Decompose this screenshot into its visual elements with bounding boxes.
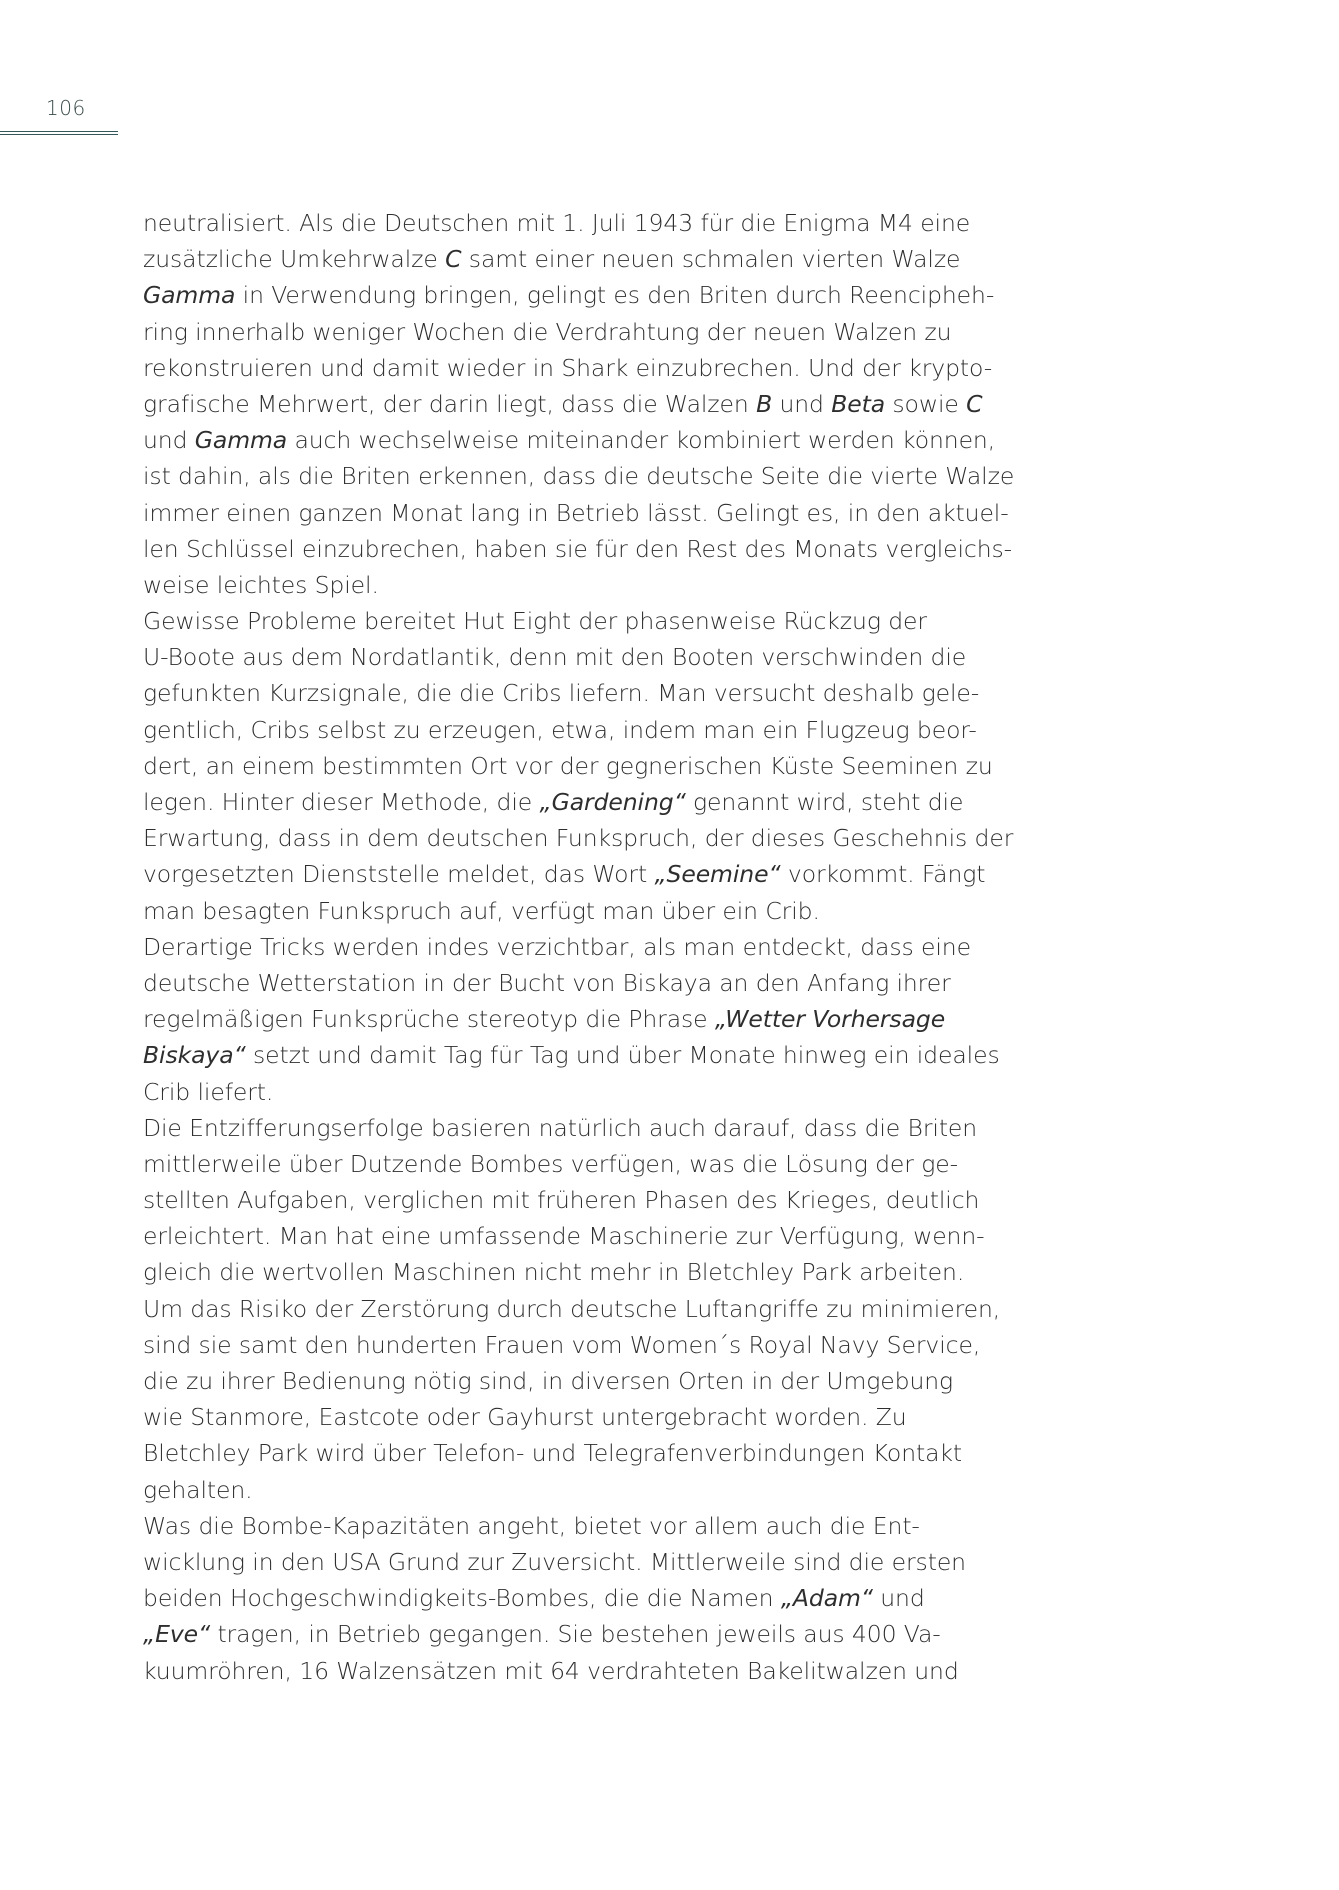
body-text — [143, 205, 1043, 1689]
text-segment: B — [756, 389, 773, 418]
text-line — [143, 965, 1043, 1001]
text-line — [143, 567, 1043, 603]
text-segment: die zu ihrer Bedienung nötig sind, in diversen Orten in der Umgebung — [143, 1367, 954, 1395]
text-segment: mittlerweile über Dutzende Bombes verfügen, was die Lösung der ge- — [143, 1149, 958, 1178]
text-line — [143, 1508, 1043, 1544]
text-line — [143, 314, 1043, 350]
text-line — [143, 531, 1043, 567]
text-line — [143, 241, 1043, 277]
text-line — [143, 784, 1043, 820]
text-line — [143, 639, 1043, 675]
text-line — [143, 1037, 1043, 1073]
text-line — [143, 1254, 1043, 1290]
text-line — [143, 1363, 1043, 1399]
text-segment: ist dahin, als die Briten erkennen, dass die deutsche Seite die vierte Walze — [143, 462, 1015, 491]
text-segment: „Eve“ — [143, 1620, 211, 1649]
header-rule-top — [0, 131, 118, 132]
text-line — [143, 748, 1043, 784]
text-segment: setzt und damit Tag für Tag und über Monate hinweg ein ideales — [245, 1041, 1000, 1070]
text-segment: Was die Bombe-Kapazitäten angeht, bietet vor allem auch die Ent- — [143, 1511, 920, 1540]
text-segment: len Schlüssel einzubrechen, haben sie für den Rest des Monats vergleichs- — [143, 534, 1013, 563]
text-line — [143, 675, 1043, 711]
text-line — [143, 458, 1043, 494]
text-line — [143, 1399, 1043, 1435]
text-segment: weise leichtes Spiel. — [143, 570, 379, 599]
text-line — [143, 820, 1043, 856]
text-line — [143, 1110, 1043, 1146]
text-segment: „Seemine“ — [654, 860, 781, 889]
text-segment: vorgesetzten Dienststelle meldet, das Wort — [143, 860, 655, 889]
text-segment: legen. Hinter dieser Methode, die — [143, 788, 540, 816]
text-segment: Die Entzifferungserfolge basieren natürlich auch darauf, dass die Briten — [143, 1113, 978, 1142]
text-line — [143, 1291, 1043, 1327]
text-segment: und — [143, 426, 195, 455]
text-segment: „Adam“ — [780, 1584, 873, 1613]
text-segment: Beta — [831, 389, 886, 418]
header-rule-bottom — [0, 134, 118, 135]
text-line — [143, 1544, 1043, 1580]
text-segment: wie Stanmore, Eastcote oder Gayhurst untergebracht worden. Zu — [143, 1403, 907, 1432]
text-segment: U-Boote aus dem Nordatlantik, denn mit den Booten verschwinden die — [143, 643, 967, 672]
text-segment: auch wechselweise miteinander kombiniert werden können, — [287, 426, 996, 455]
text-segment: Erwartung, dass in dem deutschen Funkspruch, der dieses Geschehnis der — [143, 824, 1014, 853]
text-segment: vorkommt. Fängt — [780, 860, 986, 889]
text-segment: samt einer neuen schmalen vierten Walze — [461, 245, 961, 274]
text-segment: gentlich, Cribs selbst zu erzeugen, etwa, indem man ein Flugzeug beor- — [143, 715, 977, 744]
text-line — [143, 1580, 1043, 1616]
text-segment: und — [872, 1584, 925, 1613]
text-segment: erleichtert. Man hat eine umfassende Maschinerie zur Verfügung, wenn- — [143, 1222, 985, 1251]
text-line — [143, 1472, 1043, 1508]
text-segment: kuumröhren, 16 Walzensätzen mit 64 verdrahteten Bakelitwalzen und — [143, 1656, 959, 1685]
text-line — [143, 386, 1043, 422]
text-segment: gefunkten Kurzsignale, die die Cribs liefern. Man versucht deshalb gele- — [143, 679, 980, 708]
text-segment: Gewisse Probleme bereitet Hut Eight der phasenweise Rückzug der — [143, 607, 927, 636]
text-segment: immer einen ganzen Monat lang in Betrieb lässt. Gelingt es, in den aktuel- — [143, 498, 1009, 527]
text-segment: „Wetter Vorhersage — [714, 1005, 946, 1034]
text-segment: genannt wird, steht die — [685, 788, 964, 816]
text-line — [143, 856, 1043, 892]
text-line — [143, 205, 1043, 241]
text-segment: Biskaya“ — [143, 1041, 246, 1070]
text-segment: Um das Risiko der Zerstörung durch deutsche Luftangriffe zu minimieren, — [143, 1294, 1001, 1323]
text-segment: ring innerhalb weniger Wochen die Verdrahtung der neuen Walzen zu — [143, 317, 952, 346]
text-segment: gehalten. — [143, 1475, 253, 1504]
text-segment: C — [966, 389, 983, 418]
text-segment: deutsche Wetterstation in der Bucht von Biskaya an den Anfang ihrer — [143, 968, 951, 997]
text-line — [143, 1001, 1043, 1037]
text-segment: grafische Mehrwert, der darin liegt, dass die Walzen — [143, 389, 757, 418]
text-segment: Bletchley Park wird über Telefon- und Telegrafenverbindungen Kontakt — [143, 1439, 963, 1468]
text-line — [143, 1182, 1043, 1218]
text-segment: in Verwendung bringen, gelingt es den Briten durch Reencipheh- — [235, 281, 995, 310]
text-line — [143, 277, 1043, 313]
text-segment: gleich die wertvollen Maschinen nicht mehr in Bletchley Park arbeiten. — [143, 1258, 965, 1287]
text-segment: sowie — [885, 389, 967, 418]
text-line — [143, 929, 1043, 965]
text-line — [143, 893, 1043, 929]
text-line — [143, 712, 1043, 748]
text-segment: C — [445, 245, 462, 274]
text-line — [143, 1435, 1043, 1471]
text-segment: Derartige Tricks werden indes verzichtbar, als man entdeckt, dass eine — [143, 932, 971, 961]
text-line — [143, 1616, 1043, 1652]
text-segment: Gamma — [143, 281, 236, 310]
page-number: 106 — [46, 96, 86, 120]
text-segment: Crib liefert. — [143, 1077, 274, 1106]
text-line — [143, 1074, 1043, 1110]
text-segment: rekonstruieren und damit wieder in Shark einzubrechen. Und der krypto- — [143, 353, 993, 382]
text-line — [143, 422, 1043, 458]
text-line — [143, 1218, 1043, 1254]
text-segment: Gamma — [194, 426, 288, 455]
text-segment: man besagten Funkspruch auf, verfügt man über ein Crib. — [143, 896, 820, 925]
text-segment: beiden Hochgeschwindigkeits-Bombes, die die Namen — [143, 1584, 781, 1613]
text-line — [143, 495, 1043, 531]
text-segment: regelmäßigen Funksprüche stereotyp die Phrase — [143, 1005, 715, 1034]
text-segment: sind sie samt den hunderten Frauen vom Women´s Royal Navy Service, — [143, 1330, 981, 1359]
text-segment: wicklung in den USA Grund zur Zuversicht. Mittlerweile sind die ersten — [143, 1547, 966, 1576]
text-segment: tragen, in Betrieb gegangen. Sie bestehen jeweils aus 400 Va- — [210, 1620, 941, 1649]
text-line — [143, 1146, 1043, 1182]
text-line — [143, 350, 1043, 386]
text-segment: dert, an einem bestimmten Ort vor der gegnerischen Küste Seeminen zu — [143, 751, 993, 780]
text-segment: „Gardening“ — [539, 788, 686, 816]
text-line — [143, 603, 1043, 639]
text-line — [143, 1653, 1043, 1689]
text-segment: neutralisiert. Als die Deutschen mit 1. Juli 1943 für die Enigma M4 eine — [143, 209, 971, 237]
text-line — [143, 1327, 1043, 1363]
text-segment: zusätzliche Umkehrwalze — [143, 245, 446, 274]
text-segment: und — [772, 389, 832, 418]
text-segment: stellten Aufgaben, verglichen mit früheren Phasen des Krieges, deutlich — [143, 1186, 980, 1215]
